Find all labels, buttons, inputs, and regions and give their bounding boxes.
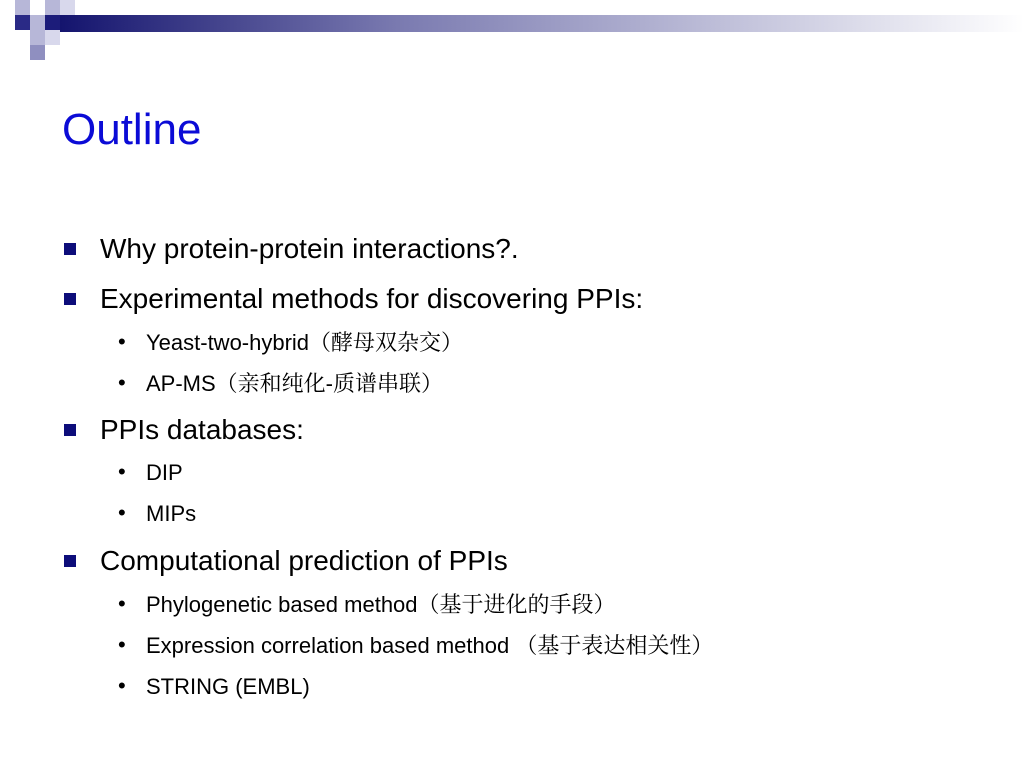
list-item: [100, 282, 643, 316]
sub-list-item: [118, 591, 616, 619]
sub-item-text: Phylogenetic based method（基于进化的手段）: [146, 592, 616, 617]
sub-list-item: [118, 500, 197, 528]
sub-list-item: [118, 632, 714, 660]
slide-title: Outline: [62, 105, 202, 154]
dot-bullet-icon: •: [118, 632, 126, 657]
dot-bullet-icon: •: [118, 329, 126, 354]
list-item: [100, 232, 519, 266]
item-text: Why protein-protein interactions?.: [100, 233, 519, 264]
sub-list-item: [118, 370, 444, 398]
sub-item-text: DIP: [146, 460, 183, 485]
square-bullet-icon: [64, 424, 76, 436]
sub-item-text: AP-MS（亲和纯化-质谱串联）: [146, 371, 444, 396]
item-text: Computational prediction of PPIs: [100, 545, 508, 576]
sub-item-text: STRING (EMBL): [146, 674, 310, 699]
dot-bullet-icon: •: [118, 500, 126, 525]
dot-bullet-icon: •: [118, 591, 126, 616]
dot-bullet-icon: •: [118, 370, 126, 395]
dot-bullet-icon: •: [118, 673, 126, 698]
sub-item-text: Expression correlation based method （基于表达相关性）: [146, 633, 714, 658]
list-item: [100, 544, 508, 578]
dot-bullet-icon: •: [118, 459, 126, 484]
sub-list-item: [118, 459, 183, 487]
item-text: Experimental methods for discovering PPIs:: [100, 283, 644, 314]
sub-item-text: Yeast-two-hybrid（酵母双杂交）: [146, 330, 464, 355]
item-text: PPIs databases:: [100, 414, 304, 445]
square-bullet-icon: [64, 293, 76, 305]
sub-list-item: [118, 329, 464, 357]
square-bullet-icon: [64, 555, 76, 567]
square-bullet-icon: [64, 243, 76, 255]
sub-list-item: [118, 673, 310, 701]
list-item: [100, 413, 304, 447]
sub-item-text: MIPs: [146, 501, 197, 526]
